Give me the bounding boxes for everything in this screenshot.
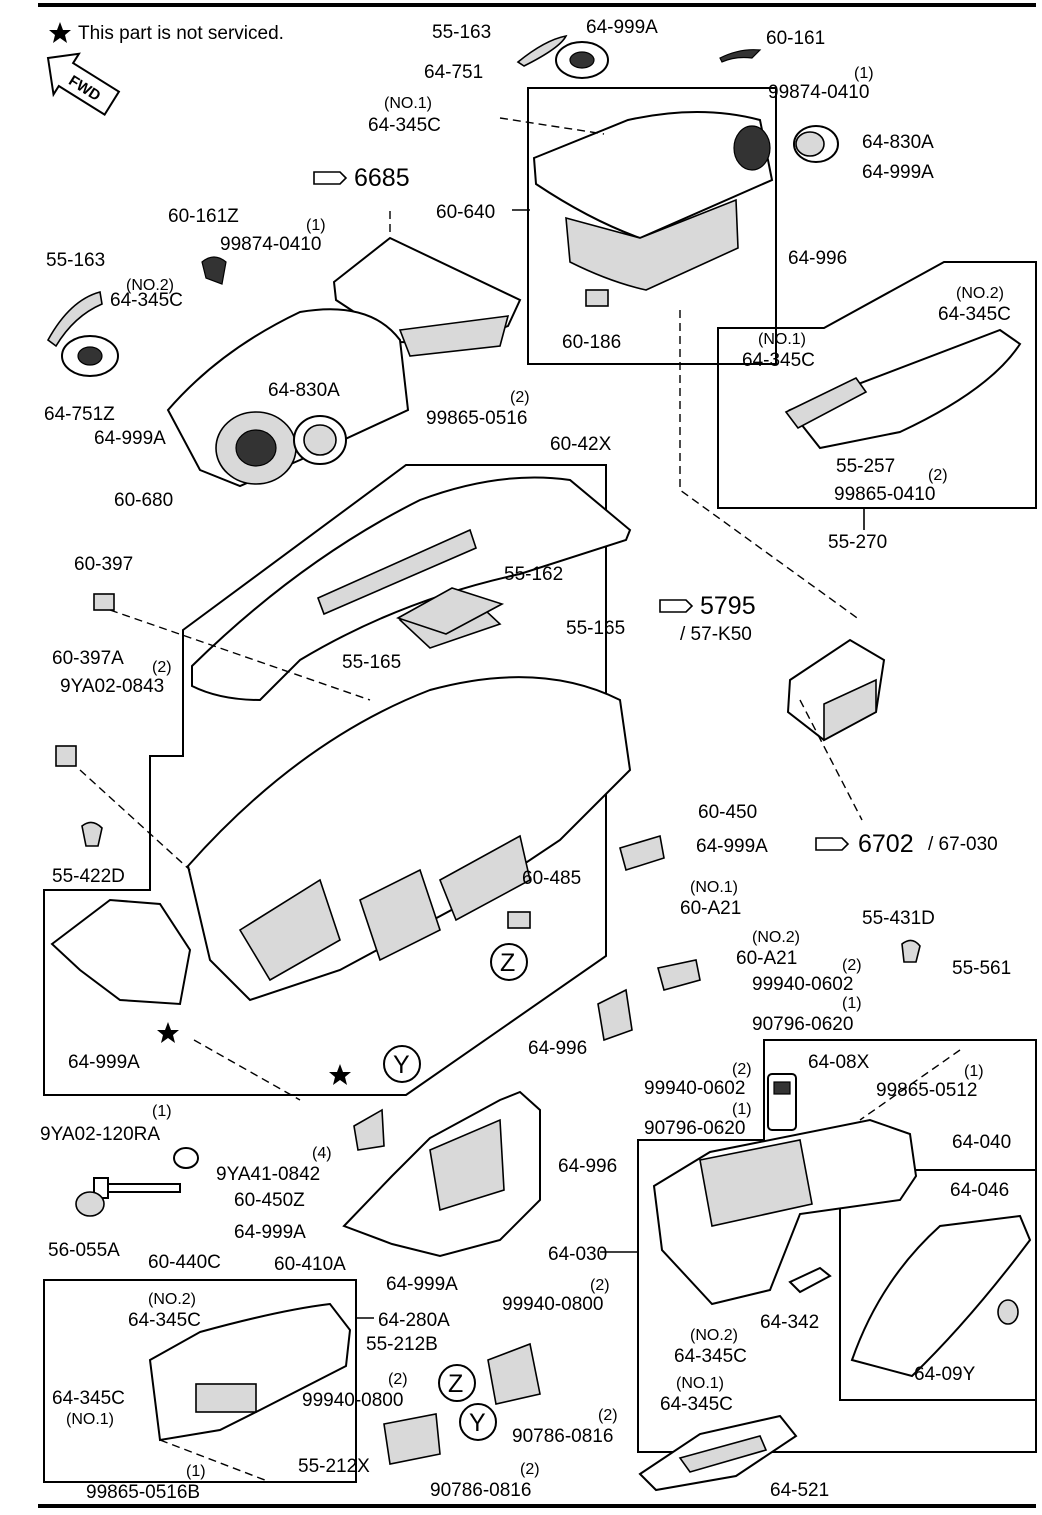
bracket-55-212x-shape — [384, 1414, 440, 1464]
svg-text:5795: 5795 — [700, 592, 756, 620]
dashboard-60-42x-shape — [188, 478, 630, 1001]
glovebox-64-030-shape — [654, 1120, 916, 1304]
pointing-hand-icon — [660, 600, 692, 612]
part-label: 64-345C — [938, 304, 1011, 325]
part-label: (NO.1) — [66, 1411, 114, 1428]
part-label: 64-345C — [742, 350, 815, 371]
part-label: 64-040 — [952, 1132, 1012, 1153]
part-label: 99865-0512 — [876, 1080, 978, 1101]
part-label: 99940-0800 — [502, 1294, 604, 1315]
callout-y-upper — [384, 1046, 420, 1082]
assembly-line-1 — [500, 118, 604, 134]
star-icon — [49, 22, 71, 43]
bolt-9ya02-120ra-shape — [94, 1178, 180, 1198]
part-label: 55-162 — [504, 564, 564, 585]
part-label: (2) — [928, 467, 948, 484]
svg-text:This part is not serviced.: This part is not serviced. — [78, 23, 284, 44]
seal-64-342-shape — [790, 1268, 830, 1292]
part-label: 60-161 — [766, 28, 826, 49]
part-label: (NO.1) — [758, 331, 806, 348]
part-label: 90796-0620 — [752, 1014, 854, 1035]
part-label: 9YA02-120RA — [40, 1124, 161, 1145]
part-label: 60-680 — [114, 490, 174, 511]
part-label: 55-163 — [46, 250, 106, 271]
part-label: 55-212B — [366, 1334, 438, 1355]
part-label: 64-751 — [424, 62, 484, 83]
module-5795-shape — [788, 640, 884, 740]
bracket-60-a21-shape — [598, 990, 632, 1040]
part-label: (NO.1) — [384, 95, 432, 112]
part-label: (NO.1) — [676, 1375, 724, 1392]
part-label: 99940-0800 — [302, 1390, 404, 1411]
part-label: (1) — [732, 1101, 752, 1118]
garnish-60-161-shape — [720, 50, 760, 62]
part-label: (NO.2) — [956, 285, 1004, 302]
part-label: (2) — [590, 1277, 610, 1294]
part-label: 9YA02-0843 — [60, 676, 165, 697]
part-label: 60-485 — [522, 868, 582, 889]
bracket-60-450z-shape — [354, 1110, 384, 1150]
vent-64-830a-left-shape — [294, 416, 346, 464]
svg-text:Y: Y — [393, 1051, 410, 1079]
part-label: 99865-0516B — [86, 1482, 201, 1503]
callout-y-lower — [460, 1404, 496, 1440]
collar-60-440c-shape — [174, 1148, 198, 1168]
part-label: 64-345C — [368, 115, 441, 136]
part-label: (NO.2) — [752, 929, 800, 946]
svg-text:6685: 6685 — [354, 164, 410, 192]
part-label: 55-422D — [52, 866, 125, 887]
part-label: 64-996 — [528, 1038, 588, 1059]
fwd-arrow-icon — [33, 41, 125, 123]
part-label: 99874-0410 — [220, 234, 322, 255]
part-label: 60-A21 — [680, 898, 742, 919]
part-label: (2) — [732, 1061, 752, 1078]
part-label: 64-342 — [760, 1312, 820, 1333]
part-label: 55-270 — [828, 532, 888, 553]
svg-text:Y: Y — [469, 1409, 486, 1437]
part-label: 64-046 — [950, 1180, 1010, 1201]
part-label: 55-165 — [566, 618, 626, 639]
part-label: 64-999A — [386, 1274, 458, 1295]
part-label: 90796-0620 — [644, 1118, 746, 1139]
part-label: (NO.2) — [690, 1327, 738, 1344]
part-label: 60-397 — [74, 554, 134, 575]
part-label: 55-431D — [862, 908, 935, 929]
part-label: 64-09Y — [914, 1364, 976, 1385]
part-label: 60-397A — [52, 648, 124, 669]
part-label: (1) — [306, 217, 326, 234]
part-label: 64-751Z — [44, 404, 115, 425]
part-label: 60-450 — [698, 802, 758, 823]
part-label: 64-345C — [110, 290, 183, 311]
part-label: 64-996 — [788, 248, 848, 269]
ref-6702 — [816, 830, 998, 858]
part-label: 64-830A — [268, 380, 340, 401]
part-label: 99865-0410 — [834, 484, 936, 505]
part-label: (2) — [842, 957, 862, 974]
latch-64-08x-shape — [768, 1074, 796, 1130]
part-label: (2) — [598, 1407, 618, 1424]
part-label: 64-280A — [378, 1310, 450, 1331]
ref-6685 — [314, 164, 410, 192]
part-label: 64-830A — [862, 132, 934, 153]
part-label: 64-345C — [674, 1346, 747, 1367]
part-label: 60-410A — [274, 1254, 346, 1275]
bracket-60-450-shape — [620, 836, 664, 870]
garnish-60-161z-shape — [202, 257, 226, 284]
part-label: 56-055A — [48, 1240, 120, 1261]
part-label: 55-165 — [342, 652, 402, 673]
star-icon — [329, 1064, 351, 1085]
svg-text:Z: Z — [500, 949, 516, 977]
part-label: (1) — [842, 995, 862, 1012]
part-label: (4) — [312, 1145, 332, 1162]
part-label: 64-345C — [52, 1388, 125, 1409]
clip-55-431d-shape — [902, 940, 920, 962]
part-label: 64-521 — [770, 1480, 830, 1501]
vent-64-751z-shape — [48, 292, 118, 376]
part-label: 64-345C — [128, 1310, 201, 1331]
part-label: 55-561 — [952, 958, 1012, 979]
part-label: 99874-0410 — [768, 82, 870, 103]
not-serviced-note — [49, 22, 284, 44]
part-label: 99940-0602 — [644, 1078, 746, 1099]
clip-55-422d-shape — [82, 822, 102, 846]
part-label: (1) — [152, 1103, 172, 1120]
panel-55-270-shape — [786, 330, 1020, 448]
part-label: (1) — [854, 65, 874, 82]
part-label: 60-161Z — [168, 206, 239, 227]
assembly-line-5 — [80, 770, 190, 870]
part-label: 64-999A — [696, 836, 768, 857]
bracket-55-212b-shape — [488, 1344, 540, 1404]
part-label: (2) — [152, 659, 172, 676]
part-label: (2) — [510, 389, 530, 406]
nut-56-055a-shape — [76, 1192, 104, 1216]
clip-60-485-shape — [508, 912, 530, 928]
part-label: 99865-0516 — [426, 408, 528, 429]
part-label: 60-450Z — [234, 1190, 305, 1211]
part-label: 90786-0816 — [430, 1480, 532, 1501]
part-label: 64-999A — [586, 17, 658, 38]
bracket-60-a21-no2-shape — [658, 960, 700, 990]
ref-5795 — [660, 592, 756, 645]
part-label: 60-A21 — [736, 948, 798, 969]
part-label: (NO.2) — [148, 1291, 196, 1308]
part-label: 55-257 — [836, 456, 896, 477]
bracket-60-680-left-shape — [52, 900, 190, 1004]
part-label: (1) — [186, 1463, 206, 1480]
panel-60-640-shape — [534, 112, 772, 290]
svg-text:FWD: FWD — [65, 72, 104, 105]
part-label: (2) — [520, 1461, 540, 1478]
svg-text:Z: Z — [448, 1370, 464, 1398]
part-label: (NO.1) — [690, 879, 738, 896]
part-label: 90786-0816 — [512, 1426, 614, 1447]
part-label: 64-345C — [660, 1394, 733, 1415]
clip-60-186-shape — [586, 290, 608, 306]
part-label: 60-440C — [148, 1252, 221, 1273]
part-label: 60-640 — [436, 202, 496, 223]
part-label: 64-030 — [548, 1244, 608, 1265]
svg-text:6702: 6702 — [858, 830, 914, 858]
part-label: 64-999A — [234, 1222, 306, 1243]
callout-z-upper — [491, 944, 527, 980]
part-label: 64-08X — [808, 1052, 870, 1073]
part-label: (1) — [964, 1063, 984, 1080]
clip-60-397a-shape — [56, 746, 76, 766]
vent-64-830a-shape — [794, 126, 838, 162]
part-label: 64-996 — [558, 1156, 618, 1177]
part-label: 60-186 — [562, 332, 622, 353]
part-label: 64-999A — [862, 162, 934, 183]
part-label: 9YA41-0842 — [216, 1164, 321, 1185]
part-label: 99940-0602 — [752, 974, 854, 995]
lid-64-046-shape — [852, 1216, 1030, 1376]
vent-64-751-shape — [556, 42, 608, 78]
part-label: (NO.2) — [126, 277, 174, 294]
svg-text:/ 67-030: / 67-030 — [928, 834, 998, 855]
part-label: 55-163 — [432, 22, 492, 43]
part-label: (2) — [388, 1371, 408, 1388]
clip-60-397-shape — [94, 594, 114, 610]
svg-text:/ 57-K50: / 57-K50 — [680, 624, 752, 645]
star-icon — [157, 1022, 179, 1043]
pointing-hand-icon — [816, 838, 848, 850]
assembly-line-6 — [194, 1040, 300, 1100]
assembly-line-8 — [160, 1440, 270, 1482]
callout-z-lower — [439, 1365, 475, 1401]
part-label: 60-42X — [550, 434, 612, 455]
pointing-hand-icon — [314, 172, 346, 184]
part-label: 55-212X — [298, 1456, 370, 1477]
part-label: 64-999A — [94, 428, 166, 449]
part-label: 64-999A — [68, 1052, 140, 1073]
